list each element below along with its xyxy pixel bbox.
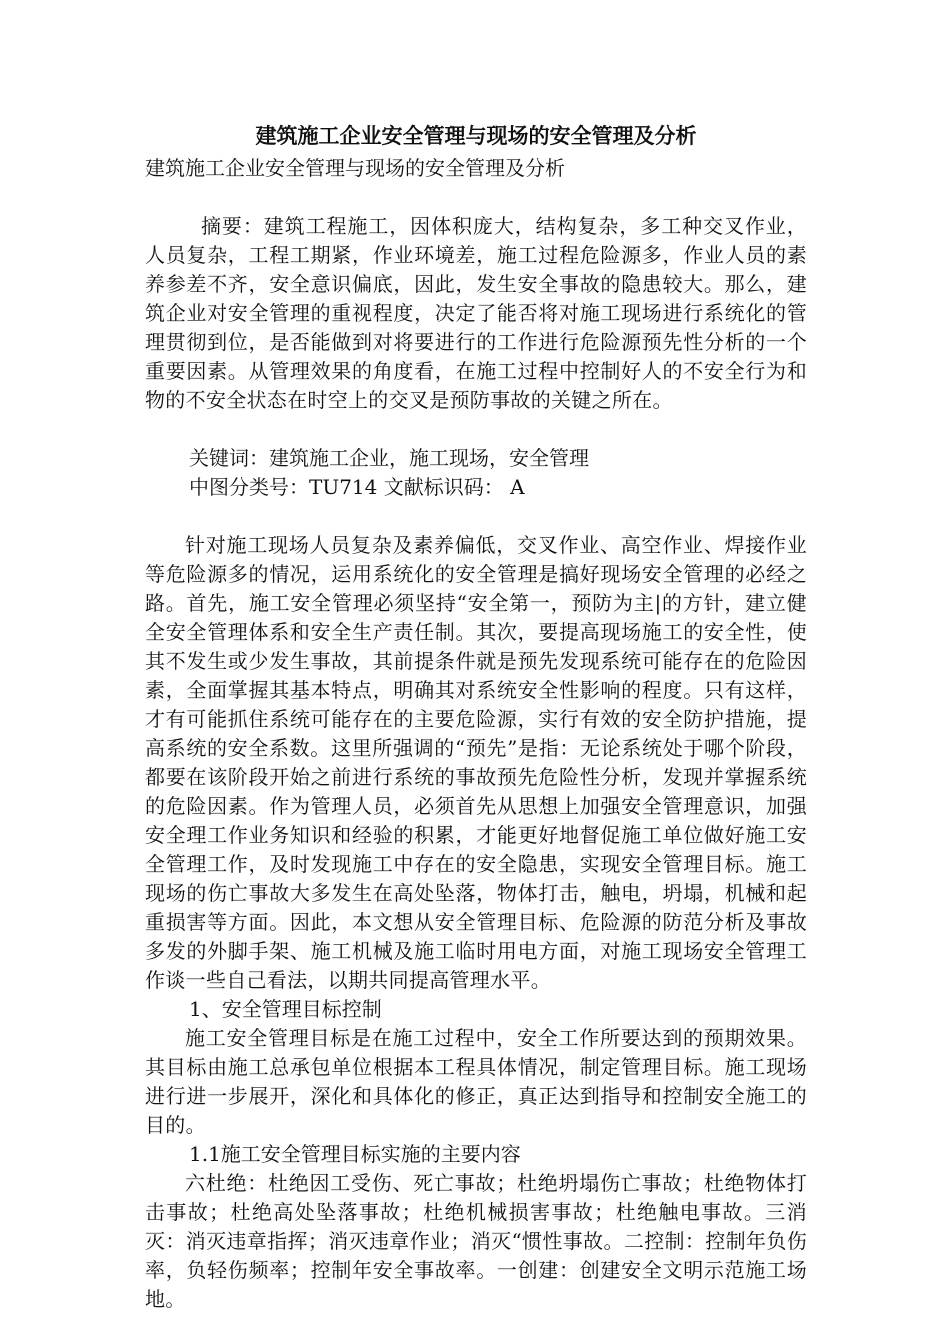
section-1-paragraph: 施工安全管理目标是在施工过程中，安全工作所要达到的预期效果。其目标由施工总承包单位根据本工程具体情况，制定管理目标。施工现场进行进一步展开，深化和具体化的修正，真正达到指导和控制安全施工的目的。 bbox=[145, 1026, 807, 1137]
section-1-heading: 1、安全管理目标控制 bbox=[189, 997, 382, 1021]
classification-line: 中图分类号：TU714 文献标识码： A bbox=[189, 475, 525, 499]
blank-line bbox=[145, 183, 807, 212]
keywords-line: 关键词：建筑施工企业，施工现场，安全管理 bbox=[189, 446, 589, 470]
document-title: 建筑施工企业安全管理与现场的安全管理及分析 bbox=[255, 123, 697, 148]
abstract-paragraph: 摘要：建筑工程施工，因体积庞大，结构复杂，多工种交叉作业，人员复杂，工程工期紧，作业环境差，施工过程危险源多，作业人员的素养参差不齐，安全意识偏底，因此，发生安全事故的隐患较大。那么，建筑企业对安全管理的重视程度，决定了能否将对施工现场进行系统化的管理贯彻到位，是否能做到对将要进行的工作进行危险源预先性分析的一个重要因素。从管理效果的角度看，在施工过程中控制好人的不安全行为和物的不安全状态在时空上的交叉是预防事故的关键之所在。 bbox=[145, 214, 807, 412]
blank-line bbox=[145, 415, 807, 444]
section-1-1-paragraph: 六杜绝：杜绝因工受伤、死亡事故；杜绝坍塌伤亡事故；杜绝物体打击事故；杜绝高处坠落事故；杜绝机械损害事故；杜绝触电事故。三消灭：消灭违章指挥；消灭违章作业；消灭“惯性事故。二控制：控制年负伤率，负轻伤频率；控制年安全事故率。一创建：创建安全文明示范施工场地。 bbox=[145, 1171, 807, 1311]
document-page bbox=[145, 118, 807, 1314]
document-subtitle: 建筑施工企业安全管理与现场的安全管理及分析 bbox=[145, 156, 565, 180]
blank-line bbox=[145, 502, 807, 531]
section-1-1-heading: 1.1施工安全管理目标实施的主要内容 bbox=[189, 1142, 521, 1166]
intro-paragraph: 针对施工现场人员复杂及素养偏低，交叉作业、高空作业、焊接作业等危险源多的情况，运用系统化的安全管理是搞好现场安全管理的必经之路。首先，施工安全管理必须坚持“安全第一，预防为主|的方针，建立健全安全管理体系和安全生产责任制。其次，要提高现场施工的安全性，使其不发生或少发生事故，其前提条件就是预先发现系统可能存在的危险因素，全面掌握其基本特点，明确其对系统安全性影响的程度。只有这样，才有可能抓住系统可能存在的主要危险源，实行有效的安全防护措施，提高系统的安全系数。这里所强调的“预先”是指：无论系统处于哪个阶段，都要在该阶段开始之前进行系统的事故预先危险性分析，发现并掌握系统的危险因素。作为管理人员，必须首先从思想上加强安全管理意识，加强安全理工作业务知识和经验的积累，才能更好地督促施工单位做好施工安全管理工作，及时发现施工中存在的安全隐患，实现安全管理目标。施工现场的伤亡事故大多发生在高处坠落，物体打击，触电，坍塌，机械和起重损害等方面。因此，本文想从安全管理目标、危险源的防范分析及事故多发的外脚手架、施工机械及施工临时用电方面，对施工现场安全管理工作谈一些自己看法，以期共同提高管理水平。 bbox=[145, 533, 807, 992]
